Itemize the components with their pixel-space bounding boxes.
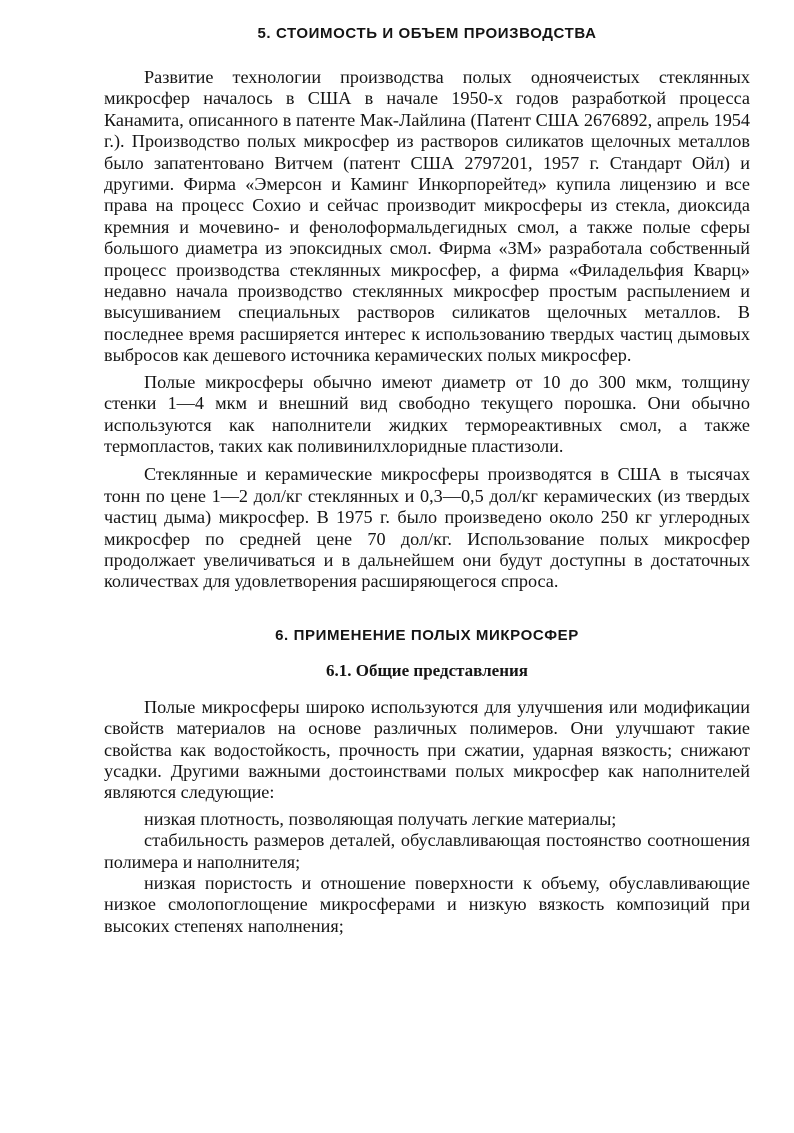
section-5-heading: 5. СТОИМОСТЬ И ОБЪЕМ ПРОИЗВОДСТВА xyxy=(257,25,597,42)
document-page xyxy=(104,22,750,937)
subsection-6-1-heading: 6.1. Общие представления xyxy=(325,660,529,680)
list-item: низкая плотность, позволяющая получать легкие материалы; xyxy=(144,808,617,829)
list-item: стабильность размеров деталей, обуславливающая постоянство соотношения полимера и наполнителя; xyxy=(104,830,750,872)
section-6-heading: 6. ПРИМЕНЕНИЕ ПОЛЫХ МИКРОСФЕР xyxy=(275,626,579,644)
list-item: низкая пористость и отношение поверхности к объему, обуславливающие низкое смолопоглощение микросферами и низкую вязкость композиций при высоких степенях наполнения; xyxy=(104,873,750,936)
subsection-6-1-paragraph-1: Полые микросферы широко используются для улучшения или модификации свойств материалов на основе различных полимеров. Они улучшают такие свойства как водостойкость, прочность при сжатии, ударная вязкость; снижают усадки. Другими важными достоинствами полых микросфер как наполнителей являются следующие: xyxy=(104,696,750,803)
section-5-paragraph-1: Развитие технологии производства полых одноячеистых стеклянных микросфер началось в США в начале 1950-х годов разработкой процесса Канамита, описанного в патенте Мак-Лайлина (Патент США 2676892, апрель 1954 г.). Производство полых микросфер из растворов силикатов щелочных металлов было запатентовано Витчем (патент США 2797201, 1957 г. Стандарт Ойл) и другими. Фирма «Эмерсон и Каминг Инкорпорейтед» купила лицензию и все права на процесс Сохио и сейчас производит микросферы из стекла, диоксида кремния и мочевино- и фенолоформальдегидных смол, а также полые сферы большого диаметра из эпоксидных смол. Фирма «ЗМ» разработала собственный процесс производства стеклянных микросфер, а фирма «Филадельфия Кварц» недавно начала производство стеклянных микросфер простым распылением и высушиванием специальных растворов силикатов щелочных металлов. В последнее время расширяется интерес к использованию твердых частиц дымовых выбросов как дешевого источника керамических полых микросфер. xyxy=(104,67,750,366)
section-5-paragraph-2: Полые микросферы обычно имеют диаметр от 10 до 300 мкм, толщину стенки 1—4 мкм и внешний вид свободно текущего порошка. Они обычно используются как наполнители жидких термореактивных смол, а также термопластов, таких как поливинилхлоридные пластизоли. xyxy=(104,371,750,456)
section-5-paragraph-3: Стеклянные и керамические микросферы производятся в США в тысячах тонн по цене 1—2 дол/кг стеклянных и 0,3—0,5 дол/кг керамических (из твердых частиц дыма) микросфер. В 1975 г. было произведено около 250 кг углеродных микросфер по средней цене 70 дол/кг. Использование полых микросфер продолжает увеличиваться и в дальнейшем они будут доступны в достаточных количествах для удовлетворения расширяющегося спроса. xyxy=(104,464,750,592)
